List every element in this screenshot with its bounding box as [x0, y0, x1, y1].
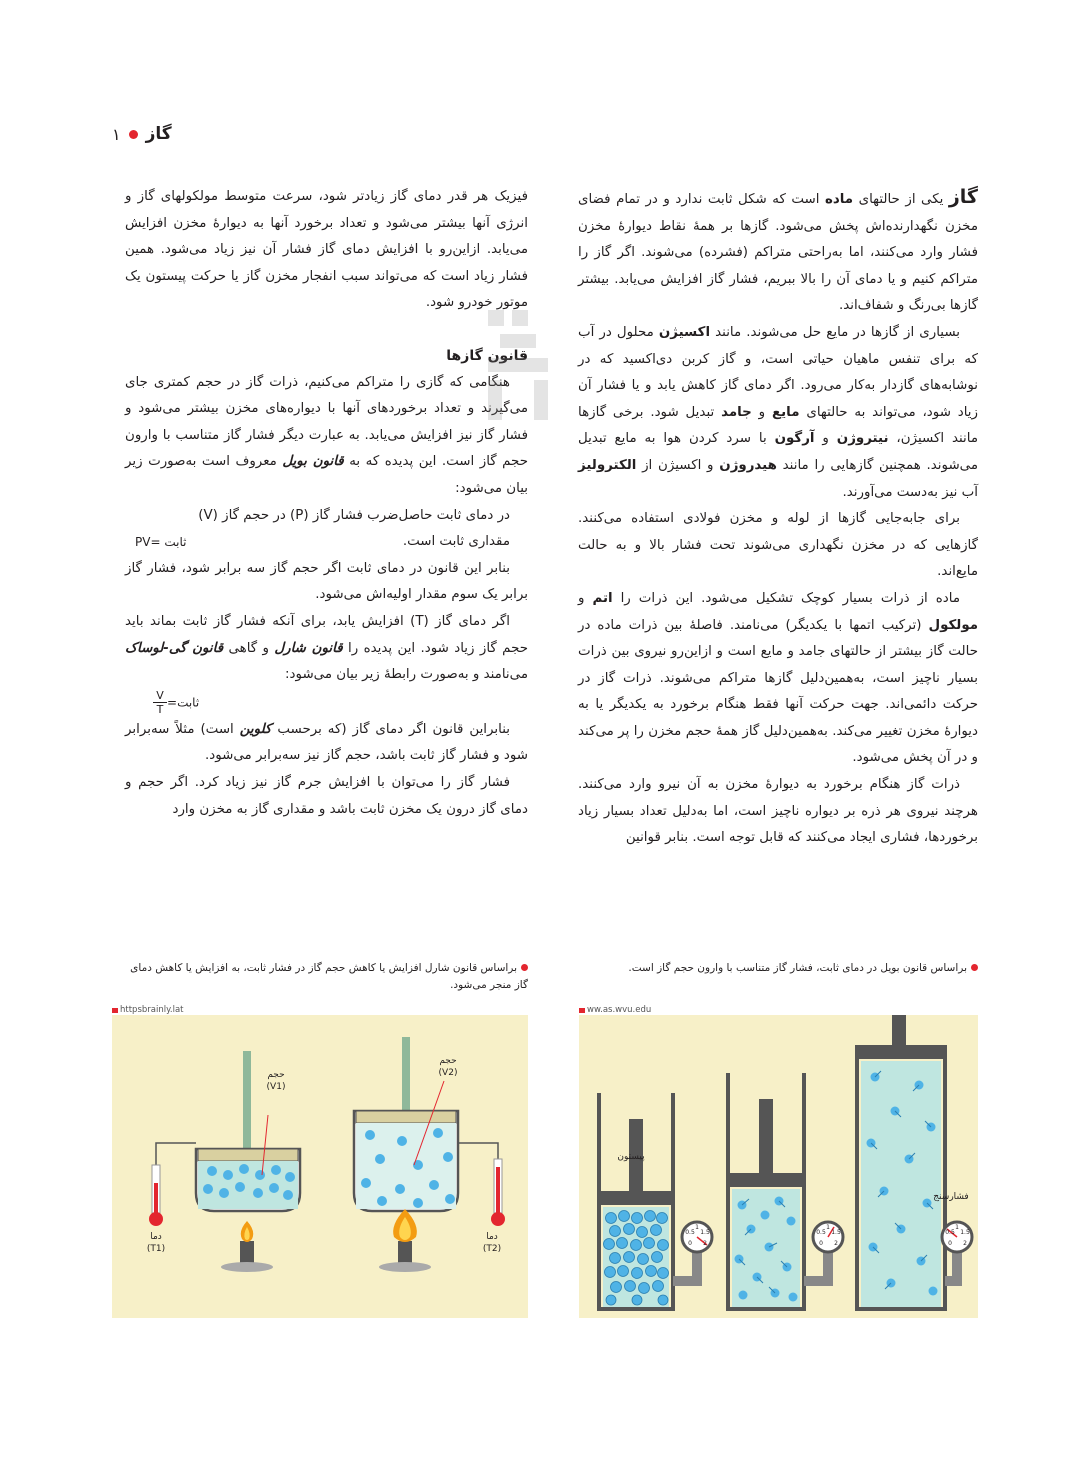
- caption-text: براساس قانون بویل در دمای ثابت، فشار گاز متناسب با وارون حجم گاز است.: [628, 962, 967, 974]
- text: (ترکیب اتمها با یکدیگر) می‌نامند. فاصلهٔ بین ذرات ماده در حالت گاز بیشتر از حالتهای جامد و مایع است و ازاین‌رو نیروی بین ذرات بسیار ناچیز است، به‌همین‌دلیل گازها متراکم می‌شوند. ذرات گاز در حرکت دائمی‌اند. جهت حرکت آنها فقط هنگام برخورد به یکدیگر یا به دیوارهٔ مخزن تغییر می‌کند. به‌همین‌دلیل گاز همهٔ حجم مخزن را پر می‌کند و در آن پخش می‌شود.: [578, 617, 978, 766]
- volume-label-v2: (V2): [438, 1068, 458, 1078]
- paragraph: فیزیک هر قدر دمای گاز زیادتر شود، سرعت متوسط مولکولهای گاز و انرژی آنها بیشتر می‌شود و تعداد برخورد آنها به دیوارهٔ مخزن افزایش می‌یابد. ازاین‌رو با افزایش دمای گاز فشار آن نیز زیاد می‌شود. همین فشار زیاد است که می‌تواند سبب انفجار مخزن گاز یا حرکت پیستون یک موتور خودرو شود.: [125, 189, 528, 311]
- text: یکی از حالتهای: [853, 192, 949, 207]
- keyword: الکترولیز: [578, 457, 637, 473]
- gauge-tick: 1.5: [700, 1229, 710, 1236]
- text: ماده از ذرات بسیار کوچک تشکیل می‌شود. این ذرات را: [612, 590, 961, 606]
- cylinder-expanded: [855, 1015, 972, 1309]
- equation-pv: PV= ثابت: [135, 535, 187, 550]
- equation-fraction: [153, 689, 167, 716]
- gauge-tick: 2: [834, 1240, 838, 1247]
- paragraph: [125, 717, 528, 770]
- keyword: جامد: [721, 404, 752, 420]
- text: محلول در آب که برای تنفس ماهیان حیاتی است، و گاز کربن دی‌اکسید که در نوشابه‌های گازدار به‌کار می‌رود. اگر دمای گاز کاهش یابد و یا فشار آن زیاد شود، می‌تواند به حالتهای: [578, 324, 979, 420]
- temperature-label: دما: [486, 1232, 498, 1242]
- text: می‌نامند و به‌صورت رابطهٔ زیر بیان می‌شود:: [285, 667, 528, 683]
- text: اگر دمای گاز (T) افزایش یابد، برای آنکه فشار گاز ثابت بماند باید حجم گاز زیاد شود. این پدیده را: [125, 613, 529, 656]
- source-marker-icon: [112, 1008, 118, 1013]
- cylinder-compressed: [597, 1093, 712, 1309]
- numerator: V: [156, 688, 164, 702]
- source-text: httpsbrainly.lat: [120, 1005, 184, 1015]
- text: و: [578, 590, 593, 606]
- law-statement-line: [125, 529, 528, 556]
- keyword: اتم: [592, 590, 613, 606]
- keyword: هیدروژن: [719, 457, 777, 473]
- boyle-law-figure: [579, 1015, 978, 1318]
- gauge-tick: 2: [963, 1240, 967, 1247]
- law-name: قانون شارل: [274, 640, 343, 656]
- charles-law-figure: [112, 1015, 528, 1318]
- text: و اکسیژن از: [636, 457, 720, 473]
- page-header: [112, 124, 172, 144]
- text: و گاهی: [223, 640, 275, 656]
- cylinder-medium: [726, 1073, 843, 1309]
- gauge-label: فشارسنج: [933, 1192, 969, 1202]
- gauge-tick: 0: [688, 1240, 692, 1247]
- text: هنگامی که گازی را متراکم می‌کنیم، ذرات گاز در حجم کمتری جای می‌گیرند و تعداد برخوردهای آنها با دیواره‌های مخزن بیشتر می‌شود و فشار گاز نیز افزایش می‌یابد. به عبارت دیگر فشار گاز متناسب با وارون حجم گاز است. این پدیده که به: [125, 374, 528, 470]
- volume-label-v1: (V1): [266, 1082, 286, 1092]
- paragraph: [125, 370, 528, 503]
- text: است) مثلاً سه‌برابر شود و فشار گاز ثابت باشد، حجم گاز نیز سه‌برابر می‌شود.: [125, 721, 528, 764]
- paragraph: فشار گاز را می‌توان با افزایش جرم گاز نیز زیاد کرد. اگر حجم و دمای گاز درون یک مخزن ثابت باشد و مقداری گاز به مخزن وارد: [125, 774, 528, 817]
- piston-label: پیستون: [617, 1152, 645, 1162]
- text: تبدیل شود. برخی گازها مانند اکسیژن،: [578, 404, 978, 447]
- volume-label: حجم: [439, 1056, 457, 1066]
- paragraph: [578, 586, 978, 772]
- paragraph: [125, 609, 528, 689]
- text: بنابراین قانون اگر دمای گاز (که برحسب: [271, 721, 510, 737]
- keyword: ماده: [824, 192, 854, 207]
- keyword: اکسیژن: [658, 324, 711, 340]
- figure-caption-left: [125, 960, 528, 994]
- figure-source-right: [579, 1005, 651, 1015]
- constant-label: ثابت: [177, 695, 200, 710]
- denominator: T: [156, 702, 164, 716]
- charles-diagram: [112, 1015, 528, 1318]
- figure-caption-right: [626, 960, 978, 977]
- law-name: قانون گی-لوساک: [125, 640, 224, 656]
- bullet-dot-icon: [129, 130, 138, 139]
- temperature-label: دما: [150, 1232, 162, 1242]
- keyword: مولکول: [928, 617, 978, 633]
- paragraph: بنابر این قانون در دمای ثابت اگر حجم گاز سه برابر شود، فشار گاز برابر یک سوم مقدار اولیه‌اش می‌شود.: [125, 560, 528, 603]
- caption-dot-icon: [521, 964, 528, 971]
- paragraph: ذرات گاز هنگام برخورد به دیوارهٔ مخزن به آن نیرو وارد می‌کنند. هرچند نیروی هر ذره بر دیواره ناچیز است، اما به‌دلیل تعداد بسیار زیاد برخوردها، فشاری ایجاد می‌کنند که قابل توجه است. بنابر قوانین: [578, 777, 978, 846]
- right-column: [578, 184, 978, 852]
- gauge-tick: 1: [955, 1224, 959, 1231]
- text: و: [751, 404, 772, 420]
- paragraph: [578, 320, 978, 506]
- gauge-tick: 0: [819, 1240, 823, 1247]
- gauge-tick: 0.5: [945, 1229, 955, 1236]
- gauge-tick: 0.5: [685, 1229, 695, 1236]
- container-v2: [354, 1037, 505, 1272]
- gauge-tick: 0: [948, 1240, 952, 1247]
- volume-label: حجم: [267, 1070, 285, 1080]
- section-title: قانون گازها: [446, 347, 528, 364]
- law-statement: در دمای ثابت حاصل‌ضرب فشار گاز (P) در حجم گاز (V): [198, 507, 510, 523]
- unit-name: کلوین: [239, 721, 272, 737]
- gauge-tick: 1.5: [831, 1229, 841, 1236]
- gauge-tick: 1: [826, 1224, 830, 1231]
- keyword: آرگون: [774, 431, 815, 447]
- temperature-label-t1: (T1): [146, 1244, 166, 1254]
- caption-text: براساس قانون شارل افزایش یا کاهش حجم گاز در فشار ثابت، به افزایش یا کاهش دمای گاز منجر می‌شود.: [130, 962, 528, 991]
- keyword: نیتروژن: [836, 431, 889, 447]
- page-number: ۱: [112, 124, 121, 144]
- piston-lid: [198, 1149, 298, 1161]
- text: مقداری ثابت است.: [402, 534, 510, 550]
- boyle-diagram: [579, 1015, 978, 1318]
- text: با سرد کردن هوا به مایع تبدیل می‌شوند. همچنین گازهایی را مانند: [578, 431, 978, 473]
- lead-word: گاز: [948, 186, 978, 208]
- piston-lid: [356, 1111, 456, 1123]
- gauge-tick: 1: [695, 1224, 699, 1231]
- text: است که شکل ثابت ندارد و در تمام فضای مخزن نگهدارنده‌اش پخش می‌شود. گازها بر همهٔ نقاط دیوارهٔ مخزن فشار وارد می‌کنند، اما به‌راحتی متراکم (فشرده) می‌شوند. اگر گاز را متراکم کنیم و یا دمای آن را بالا ببریم، فشار گاز افزایش می‌یابد. بیشتر گازها بی‌رنگ و شفاف‌اند.: [578, 192, 978, 314]
- source-text: ww.as.wvu.edu: [587, 1005, 652, 1015]
- keyword: مایع: [771, 404, 800, 420]
- text: بسیاری از گازها در مایع حل می‌شوند. مانند: [710, 324, 961, 340]
- text: و: [814, 431, 837, 447]
- text: معروف است به‌صورت زیر بیان می‌شود:: [125, 454, 528, 496]
- caption-dot-icon: [971, 964, 978, 971]
- temperature-label-t2: (T2): [482, 1244, 502, 1254]
- left-column: [125, 184, 528, 823]
- paragraph: برای جابه‌جایی گازها از لوله و مخزن فولادی استفاده می‌کنند. گازهایی که در مخزن نگهداری می‌شوند تحت فشار بالا و به حالت مایع‌اند.: [578, 511, 978, 580]
- figure-source-left: [112, 1005, 184, 1015]
- gauge-tick: 2: [703, 1240, 707, 1247]
- equation-vt-line: $\frac{V}{T}$ =ثابت: [125, 689, 528, 717]
- text: آب نیز به‌دست می‌آورند.: [842, 484, 978, 500]
- source-marker-icon: [579, 1008, 585, 1013]
- publisher-logo-watermark: [478, 300, 558, 430]
- gauge-tick: 1.5: [960, 1229, 970, 1236]
- chapter-title: گاز: [145, 124, 172, 144]
- paragraph: [578, 184, 978, 320]
- law-name: قانون بویل: [282, 454, 344, 470]
- gauge-tick: 0.5: [816, 1229, 826, 1236]
